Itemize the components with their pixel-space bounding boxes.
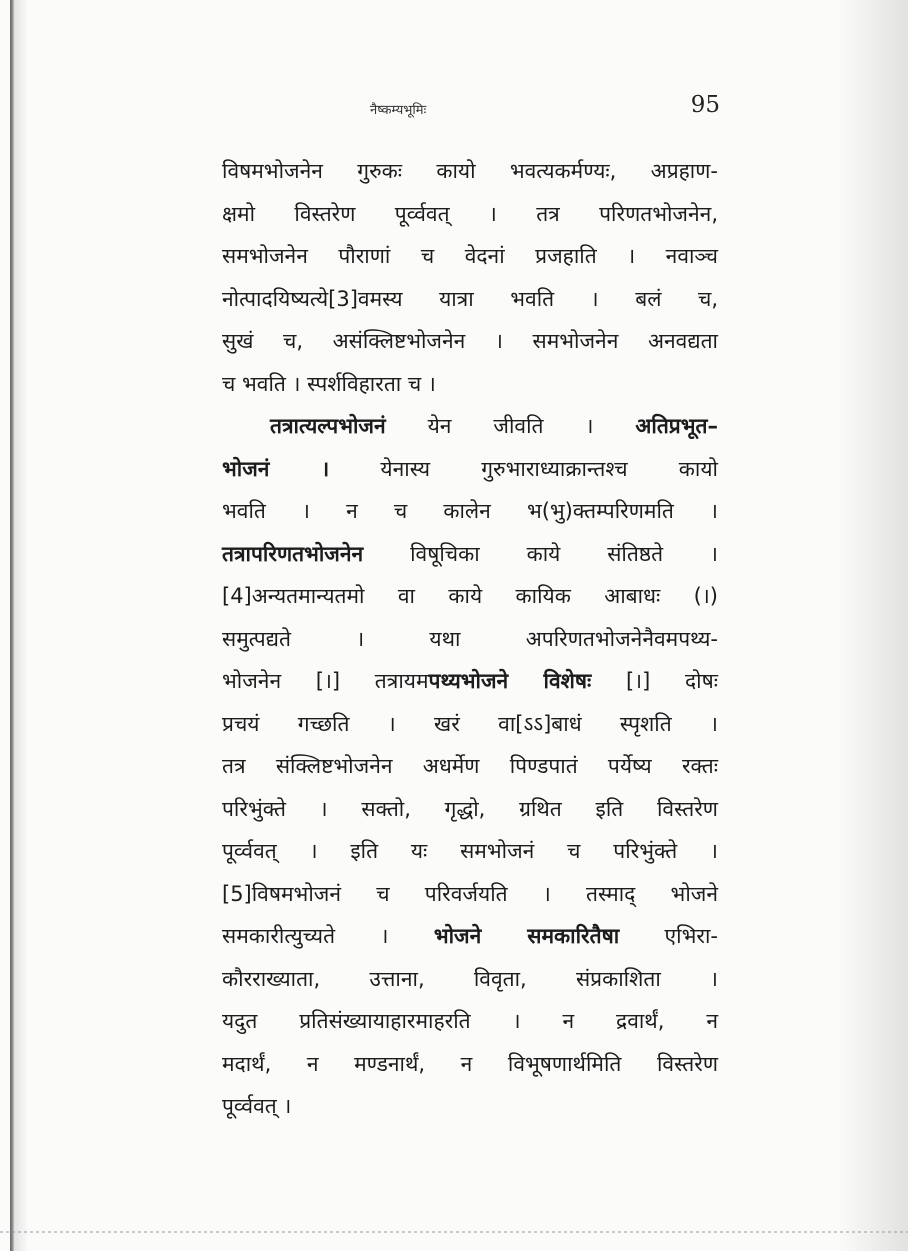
text-segment: भोजनेन [।] तत्रायम [222,669,429,693]
page-bottom-edge [0,1231,908,1233]
text-line [222,660,718,703]
page-edge-shadow [838,0,908,1251]
text-segment: नोत्पादयिष्यत्ये[3]वमस्य यात्रा भवति । बलं च, [222,286,718,311]
text-segment: समकारीत्युच्यते । [222,924,434,948]
text-segment: कौरराख्याता, उत्ताना, विवृता, संप्रकाशिता । [222,966,718,991]
text-segment: प्रचयं गच्छति । खरं वा[ऽऽ]बाधं स्पृशति । [222,711,718,736]
text-segment: विषमभोजनेन गुरुकः कायो भवत्यकर्मण्यः, अप्रहाण- [222,159,718,183]
bold-text-segment: अतिप्रभूत– [635,414,718,438]
text-segment: पूर्व्ववत् । इति यः समभोजनं च परिभुंक्ते । [222,839,718,863]
text-segment: येनास्य गुरुभाराध्याक्रान्तश्च कायो [329,456,718,481]
text-segment: समुत्पद्यते । यथा अपरिणतभोजनेनैवमपथ्य- [222,626,718,651]
text-line [222,235,718,278]
text-segment: परिभुंक्ते । सक्तो, गृद्धो, ग्रथित इति विस्तरेण [222,796,718,821]
text-segment: समभोजनेन पौराणां च वेदनां प्रजहाति । नवाञ्च [222,244,718,268]
text-segment: च भवति । स्पर्शविहारता च । [222,371,436,396]
page-header [360,92,730,126]
text-line [222,915,718,958]
bold-text-segment: भोजने समकारितैषा [433,924,620,948]
text-line [222,405,718,448]
text-segment: भवति । न च कालेन भ(भु)क्तम्परिणमति । [222,499,718,523]
text-segment: विषूचिका काये संतिष्ठते । [363,541,718,566]
text-line [222,575,718,618]
text-line [222,193,718,236]
bold-text-segment: तत्रापरिणतभोजनेन [222,541,364,566]
text-line [222,703,718,746]
text-segment: एभिरा- [619,924,718,948]
running-title: नैष्कम्यभूमिः [370,103,427,118]
text-line [222,448,718,491]
text-line [222,958,718,1001]
body-text [222,150,718,1128]
text-line [222,278,718,321]
text-line [222,363,718,406]
text-segment: येन जीवति । [385,414,636,438]
text-line [222,830,718,873]
text-line [222,320,718,363]
text-segment: [5]विषमभोजनं च परिवर्जयति । तस्माद् भोजने [222,881,718,906]
text-segment: क्षमो विस्तरेण पूर्व्ववत् । तत्र परिणतभोजनेन, [222,201,718,226]
bold-text-segment: तत्रात्यल्पभोजनं [270,414,386,438]
text-segment: सुखं च, असंक्लिष्टभोजनेन । समभोजनेन अनवद्यता [222,329,718,353]
page-number: 95 [690,92,720,118]
text-segment: [।] दोषः [591,669,718,693]
text-line [222,150,718,193]
binding-shadow [14,0,28,1251]
text-line [222,1000,718,1043]
text-line [222,873,718,916]
text-line [222,533,718,576]
text-segment: तत्र संक्लिष्टभोजनेन अधर्मेण पिण्डपातं पर्येष्य रक्तः [222,754,718,778]
bold-text-segment: भोजनं । [222,456,330,481]
text-segment: [4]अन्यतमान्यतमो वा काये कायिक आबाधः (।) [222,584,718,608]
text-segment: यदुत प्रतिसंख्यायाहारमाहरति । न द्रवार्थं, न [222,1009,718,1033]
text-segment: मदार्थं, न मण्डनार्थं, न विभूषणार्थमिति विस्तरेण [222,1051,718,1076]
text-line [222,745,718,788]
text-line [222,490,718,533]
bold-text-segment: पथ्यभोजने विशेषः [428,669,592,693]
text-line [222,618,718,661]
text-line [222,1043,718,1086]
text-segment: पूर्व्ववत् । [222,1094,292,1118]
text-line [222,788,718,831]
text-line [222,1085,718,1128]
